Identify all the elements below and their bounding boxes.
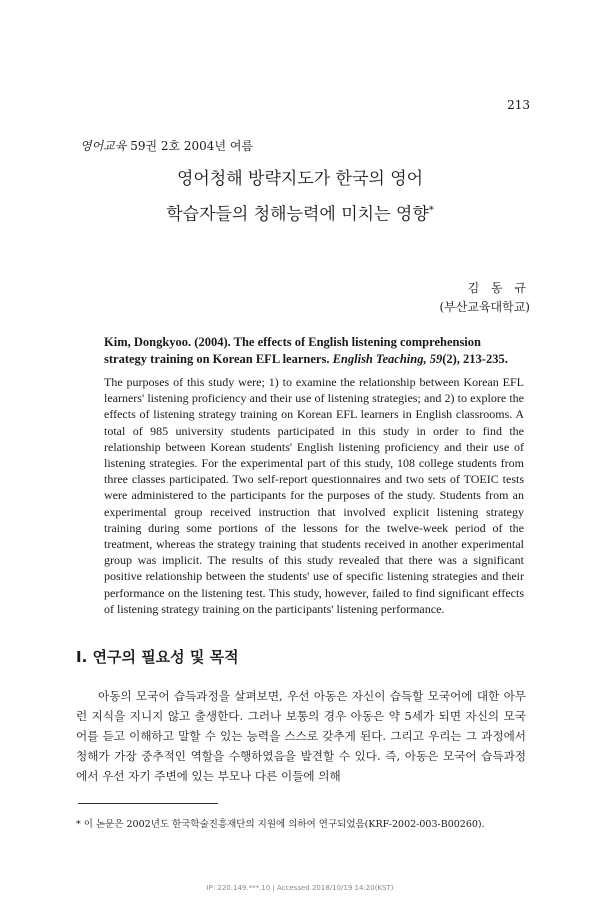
footnote-rule xyxy=(78,803,218,804)
page-number: 213 xyxy=(507,98,530,112)
title-text: 학습자들의 청해능력에 미치는 영향 xyxy=(166,204,429,225)
author-name: 김 동 규 xyxy=(467,281,530,295)
citation xyxy=(104,334,524,368)
title-line-2 xyxy=(0,196,600,230)
body-text: 아동의 모국어 습득과정을 살펴보면, 우선 아동은 자신이 습득할 모국어에 대한 아무런 지식을 지니지 않고 출생한다. 그러나 보통의 경우 아동은 약 5세가 되면 자신의 모국어를 듣고 이해하고 말할 수 있는 능력을 스스로 갖추게 된다. 그리고 우리는 그 과정에서 청해가 가장 중추적인 역할을 수행하였음을 발견할 수 있다. 즉, 아동은 모국어 습득과정에서 우선 자기 주변에 있는 부모나 다른 이들에 의해 xyxy=(76,689,526,783)
journal-name: 영어교육 xyxy=(80,139,127,153)
access-watermark: IP: 220.149.***.10 | Accessed 2018/10/19 14:20(KST) xyxy=(206,884,394,892)
abstract: The purposes of this study were; 1) to examine the relationship between Korean EFL learners' listening proficiency and their use of listening strategies; and 2) to explore the effects of listening strategy training on Korean EFL learners in English classrooms. A total of 985 university students participated in this study in order to find the relationship between Korean students' English listening proficiency and their use of listening strategies. For the experimental part of this study, 108 college students from three classes participated. Two self-report questionnaires and two sets of TOEIC tests were administered to the participants for the purposes of the study. Students from an experimental group received instruction that involved explicit listening strategy training during some portions of the lessons for the twelve-week period of the treatment, whereas the strategy training that students received in another experimental group was implicit. The results of this study revealed that there was a significant positive relationship between the students' use of specific listening strategies and their performance on the listening test. This study, however, failed to find significant effects of listening strategy training on the participants' listening performance. xyxy=(104,375,524,616)
citation-rest: (2), 213-235. xyxy=(442,352,508,366)
citation-authors: Kim, Dongkyoo. (2004). The effects of English listening comprehension strategy training on Korean EFL learners. xyxy=(104,335,481,366)
footnote: * 이 논문은 2002년도 한국학술진흥재단의 지원에 의하여 연구되었음(KRF-2002-003-B00260). xyxy=(76,819,485,830)
journal-issue: 59권 2호 2004년 여름 xyxy=(126,139,254,153)
author-affiliation: (부산교육대학교) xyxy=(439,300,530,314)
title-line-1: 영어청해 방략지도가 한국의 영어 xyxy=(176,169,424,189)
journal-info xyxy=(80,137,253,154)
section-heading: I. 연구의 필요성 및 목적 xyxy=(76,648,239,666)
title-footnote-mark: * xyxy=(428,205,434,216)
citation-journal: English Teaching, 59 xyxy=(332,352,443,366)
